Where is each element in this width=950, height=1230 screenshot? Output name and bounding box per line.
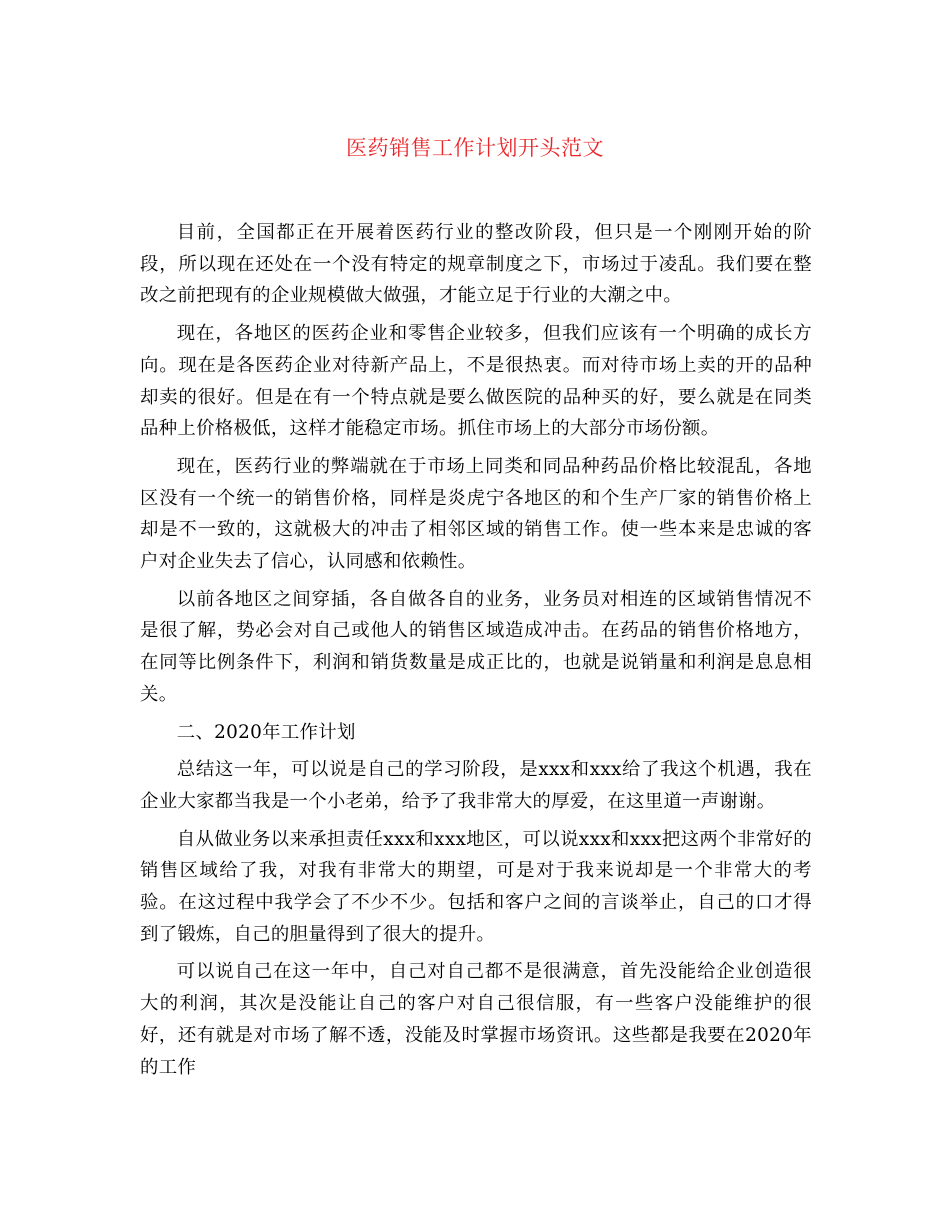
paragraph-4: 以前各地区之间穿插，各自做各自的业务，业务员对相连的区域销售情况不是很了解，势必会对自己或他人的销售区域造成冲击。在药品的销售价格地方，在同等比例条件下，利润和销货数量是成正比的，也就是说销量和利润是息息相关。 — [140, 588, 812, 705]
paragraph-3: 现在，医药行业的弊端就在于市场上同类和同品种药品价格比较混乱，各地区没有一个统一的销售价格，同样是炎虎宁各地区的和个生产厂家的销售价格上却是不一致的，这就极大的冲击了相邻区域的销售工作。使一些本来是忠诚的客户对企业失去了信心，认同感和依赖性。 — [140, 455, 812, 573]
paragraph-2: 现在，各地区的医药企业和零售企业较多，但我们应该有一个明确的成长方向。现在是各医药企业对待新产品上，不是很热衷。而对待市场上卖的开的品种却卖的很好。但是在有一个特点就是要么做医院的品种买的好，要么就是在同类品种上价格极低，这样才能稳定市场。抓住市场上的大部分市场份额。 — [140, 323, 812, 440]
paragraph-1: 目前，全国都正在开展着医药行业的整改阶段，但只是一个刚刚开始的阶段，所以现在还处在一个没有特定的规章制度之下，市场过于凌乱。我们要在整改之前把现有的企业规模做大做强，才能立足于行业的大潮之中。 — [140, 222, 812, 307]
paragraph-7: 可以说自己在这一年中，自己对自己都不是很满意，首先没能给企业创造很大的利润，其次是没能让自己的客户对自己很信服，有一些客户没能维护的很好，还有就是对市场了解不透，没能及时掌握市场资讯。这些都是我要在2020年的工作 — [140, 961, 812, 1078]
document-title: 医药销售工作计划开头范文 — [346, 136, 604, 160]
paragraph-5: 总结这一年，可以说是自己的学习阶段，是xxx和xxx给了我这个机遇，我在企业大家都当我是一个小老弟，给予了我非常大的厚爱，在这里道一声谢谢。 — [140, 759, 812, 812]
document-body — [140, 217, 812, 1089]
section-heading-2020-plan: 二、2020年工作计划 — [176, 721, 356, 743]
paragraph-6: 自从做业务以来承担责任xxx和xxx地区，可以说xxx和xxx把这两个非常好的销售区域给了我，对我有非常大的期望，可是对于我来说却是一个非常大的考验。在这过程中我学会了不少不少。包括和客户之间的言谈举止，自己的口才得到了锻炼，自己的胆量得到了很大的提升。 — [140, 828, 812, 945]
